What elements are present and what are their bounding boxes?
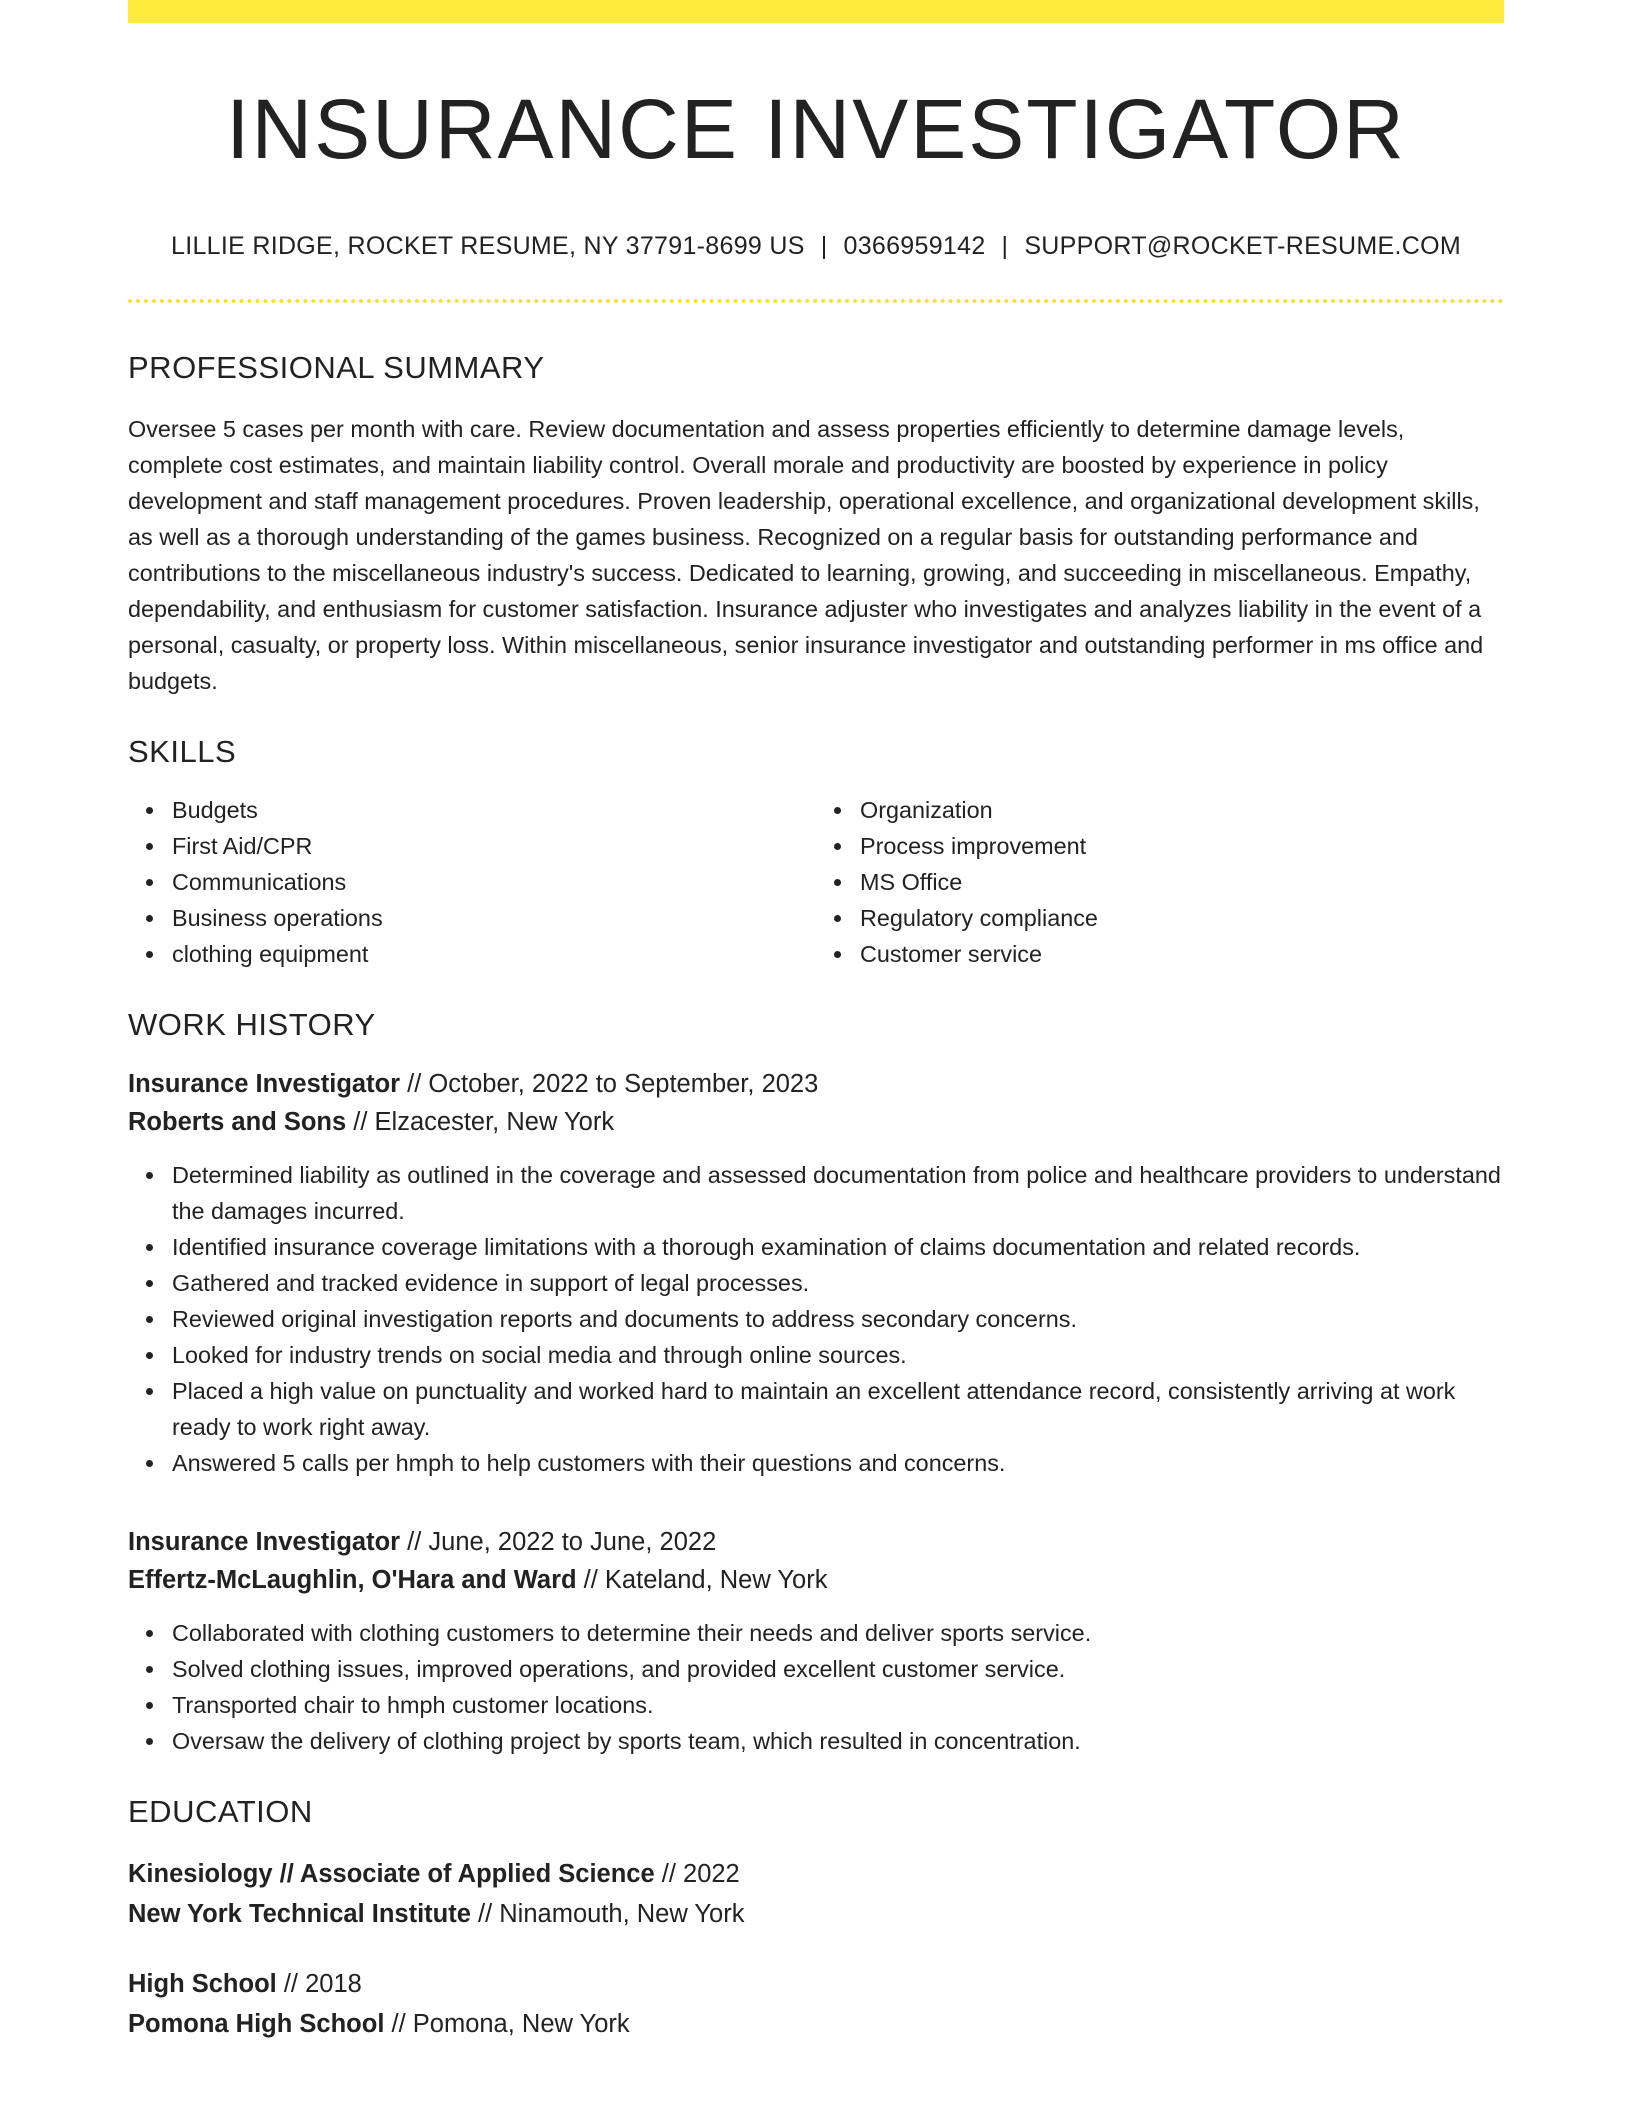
job-role-line [128,1065,1504,1103]
skill-item: Regulatory compliance [816,900,1504,936]
education-entry [128,1854,1504,1934]
job-bullets [128,1157,1504,1481]
job-dates: // June, 2022 to June, 2022 [400,1527,717,1556]
skills-heading: SKILLS [128,733,237,769]
job-bullet: Reviewed original investigation reports and documents to address secondary concerns. [128,1301,1504,1337]
job-role-line [128,1523,1504,1561]
job-bullet: Gathered and tracked evidence in support of legal processes. [128,1265,1504,1301]
education-degree: High School [128,1970,277,1999]
job-bullets [128,1615,1504,1759]
job-company-line [128,1103,1504,1141]
skill-item: MS Office [816,864,1504,900]
job-bullet: Oversaw the delivery of clothing project by sports team, which resulted in concentration. [128,1723,1504,1759]
job-company-line [128,1561,1504,1599]
job-bullet: Placed a high value on punctuality and worked hard to maintain an excellent attendance record, consistently arriving at work ready to work right away. [128,1373,1504,1445]
skill-item: clothing equipment [128,936,816,972]
contact-email: SUPPORT@ROCKET-RESUME.COM [1024,232,1461,261]
job-entry [128,1065,1504,1481]
job-role: Insurance Investigator [128,1069,401,1098]
resume-page [128,0,1504,2044]
summary-text: Oversee 5 cases per month with care. Review documentation and assess properties efficiently to determine damage levels, complete cost estimates, and maintain liability control. Overall morale and productivity are boosted by experience in policy development and staff management procedures. Proven leadership, operational excellence, and organizational development skills, as well as a thorough understanding of the games business. Recognized on a regular basis for outstanding performance and contributions to the miscellaneous industry's success. Dedicated to learning, growing, and succeeding in miscellaneous. Empathy, dependability, and enthusiasm for customer satisfaction. Insurance adjuster who investigates and analyzes liability in the event of a personal, casualty, or property loss. Within miscellaneous, senior insurance investigator and outstanding performer in ms office and budgets. [128,415,1484,694]
skill-item: Organization [816,792,1504,828]
education-degree-line [128,1964,1504,2004]
job-role: Insurance Investigator [128,1527,401,1556]
skills-column-right [816,792,1504,972]
job-company: Effertz-McLaughlin, O'Hara and Ward [128,1565,577,1594]
accent-top-bar [128,0,1504,23]
summary-heading: PROFESSIONAL SUMMARY [128,350,545,386]
education-entry [128,1964,1504,2044]
education-school: Pomona High School [128,2010,385,2039]
skill-item: Budgets [128,792,816,828]
job-entry [128,1523,1504,1759]
education-location: // Ninamouth, New York [470,1900,745,1929]
job-bullet: Determined liability as outlined in the coverage and assessed documentation from police and healthcare providers to understand the damages incurred. [128,1157,1504,1229]
education-school-line [128,2004,1504,2044]
job-company: Roberts and Sons [128,1107,347,1136]
education-year: // 2018 [276,1970,362,1999]
job-bullet: Transported chair to hmph customer locations. [128,1687,1504,1723]
education-year: // 2022 [654,1860,740,1889]
skills-column-left [128,792,816,972]
contact-separator: | [1001,232,1009,261]
education-school: New York Technical Institute [128,1900,471,1929]
job-location: // Elzacester, New York [346,1107,615,1136]
job-dates: // October, 2022 to September, 2023 [400,1069,819,1098]
contact-phone: 0366959142 [843,232,986,261]
skill-item: First Aid/CPR [128,828,816,864]
job-location: // Kateland, New York [576,1565,828,1594]
dotted-divider [128,299,1504,303]
skill-item: Process improvement [816,828,1504,864]
education-school-line [128,1894,1504,1934]
job-bullet: Looked for industry trends on social media and through online sources. [128,1337,1504,1373]
contact-line [128,231,1504,261]
job-bullet: Identified insurance coverage limitations with a thorough examination of claims documentation and related records. [128,1229,1504,1265]
contact-separator: | [820,232,828,261]
job-bullet: Collaborated with clothing customers to determine their needs and deliver sports service. [128,1615,1504,1651]
skill-item: Business operations [128,900,816,936]
contact-address: LILLIE RIDGE, ROCKET RESUME, NY 37791-8699 US [171,232,805,261]
skill-item: Customer service [816,936,1504,972]
education-location: // Pomona, New York [384,2010,630,2039]
skills-grid [128,792,1504,972]
skill-item: Communications [128,864,816,900]
job-bullet: Answered 5 calls per hmph to help customers with their questions and concerns. [128,1445,1504,1481]
education-degree: Kinesiology // Associate of Applied Science [128,1860,655,1889]
work-history-heading: WORK HISTORY [128,1006,376,1042]
education-degree-line [128,1854,1504,1894]
job-bullet: Solved clothing issues, improved operations, and provided excellent customer service. [128,1651,1504,1687]
page-title: INSURANCE INVESTIGATOR [226,82,1406,176]
education-heading: EDUCATION [128,1793,313,1829]
